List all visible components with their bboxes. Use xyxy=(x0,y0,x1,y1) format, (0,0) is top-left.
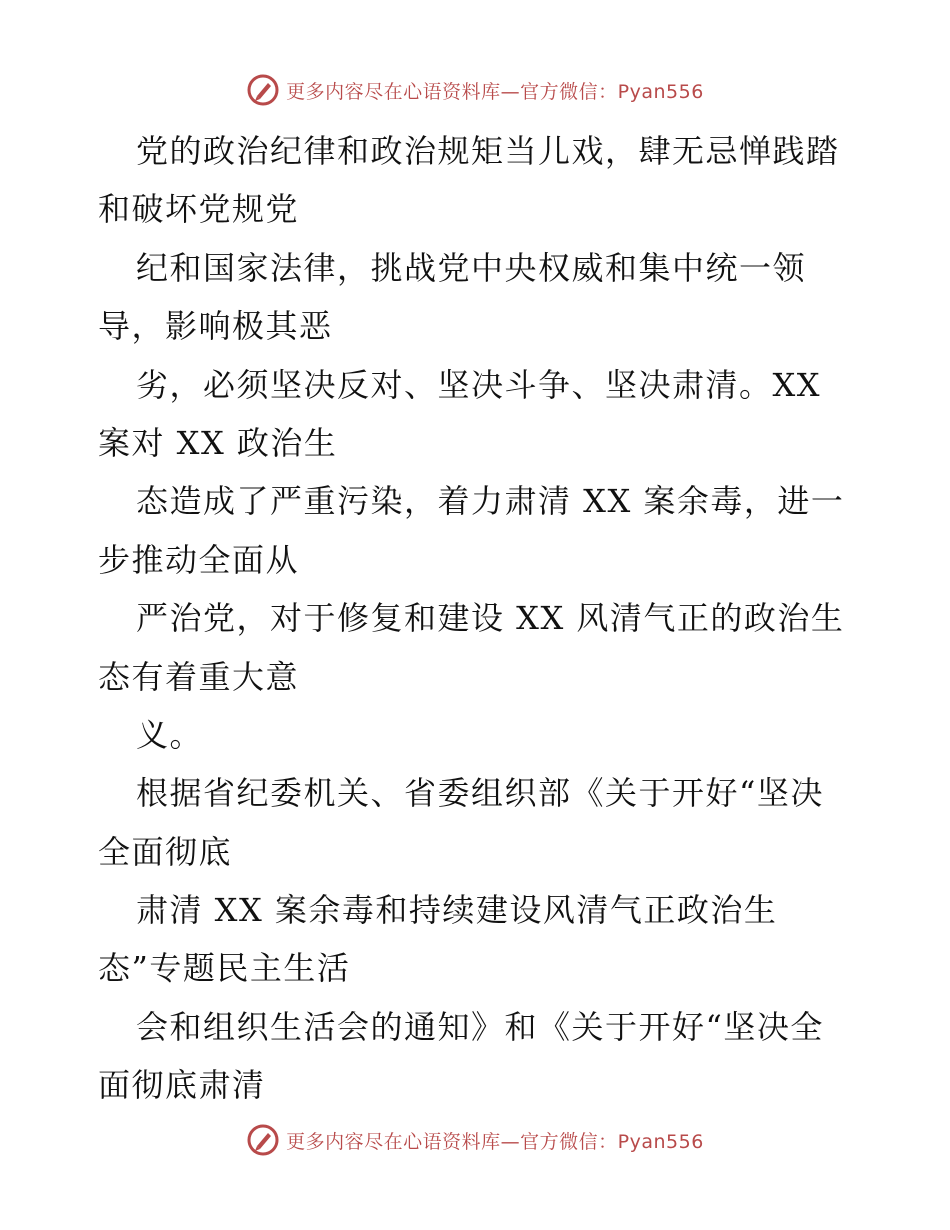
text-line: 纪和国家法律，挑战党中央权威和集中统一领 xyxy=(136,248,807,287)
text-line: 步推动全面从 xyxy=(98,540,300,579)
text-line: 党的政治纪律和政治规矩当儿戏，肆无忌惮践踏 xyxy=(136,132,840,170)
text-line: 导，影响极其恶 xyxy=(98,307,333,346)
text-line: 态”专题民主生活 xyxy=(98,949,351,988)
text-line: 义。 xyxy=(136,715,204,754)
text-line: 案对 XX 政治生 xyxy=(98,423,338,462)
text-line: 态造成了严重污染，着力肃清 XX 案余毒，进一 xyxy=(136,482,845,521)
text-line: 态有着重大意 xyxy=(98,657,300,696)
header-banner xyxy=(0,70,950,110)
text-line: 肃清 XX 案余毒和持续建设风清气正政治生 xyxy=(136,891,778,930)
text-line: 根据省纪委机关、省委组织部《关于开好“坚决 xyxy=(136,774,824,813)
text-line: 劣，必须坚决反对、坚决斗争、坚决肃清。XX xyxy=(136,365,822,404)
document-body xyxy=(98,122,858,1115)
text-line: 会和组织生活会的通知》和《关于开好“坚决全 xyxy=(136,1007,824,1046)
pen-logo-icon xyxy=(246,1123,280,1157)
footer-banner xyxy=(0,1120,950,1160)
text-line: 严治党，对于修复和建设 XX 风清气正的政治生 xyxy=(136,599,845,638)
footer-banner-text: 更多内容尽在心语资料库—官方微信：Pyan556 xyxy=(286,1130,704,1153)
text-line: 全面彻底 xyxy=(98,832,233,871)
header-banner-text: 更多内容尽在心语资料库—官方微信：Pyan556 xyxy=(286,80,704,103)
pen-logo-icon xyxy=(246,73,280,107)
text-line: 面彻底肃清 xyxy=(98,1066,266,1105)
text-line: 和破坏党规党 xyxy=(98,190,300,229)
